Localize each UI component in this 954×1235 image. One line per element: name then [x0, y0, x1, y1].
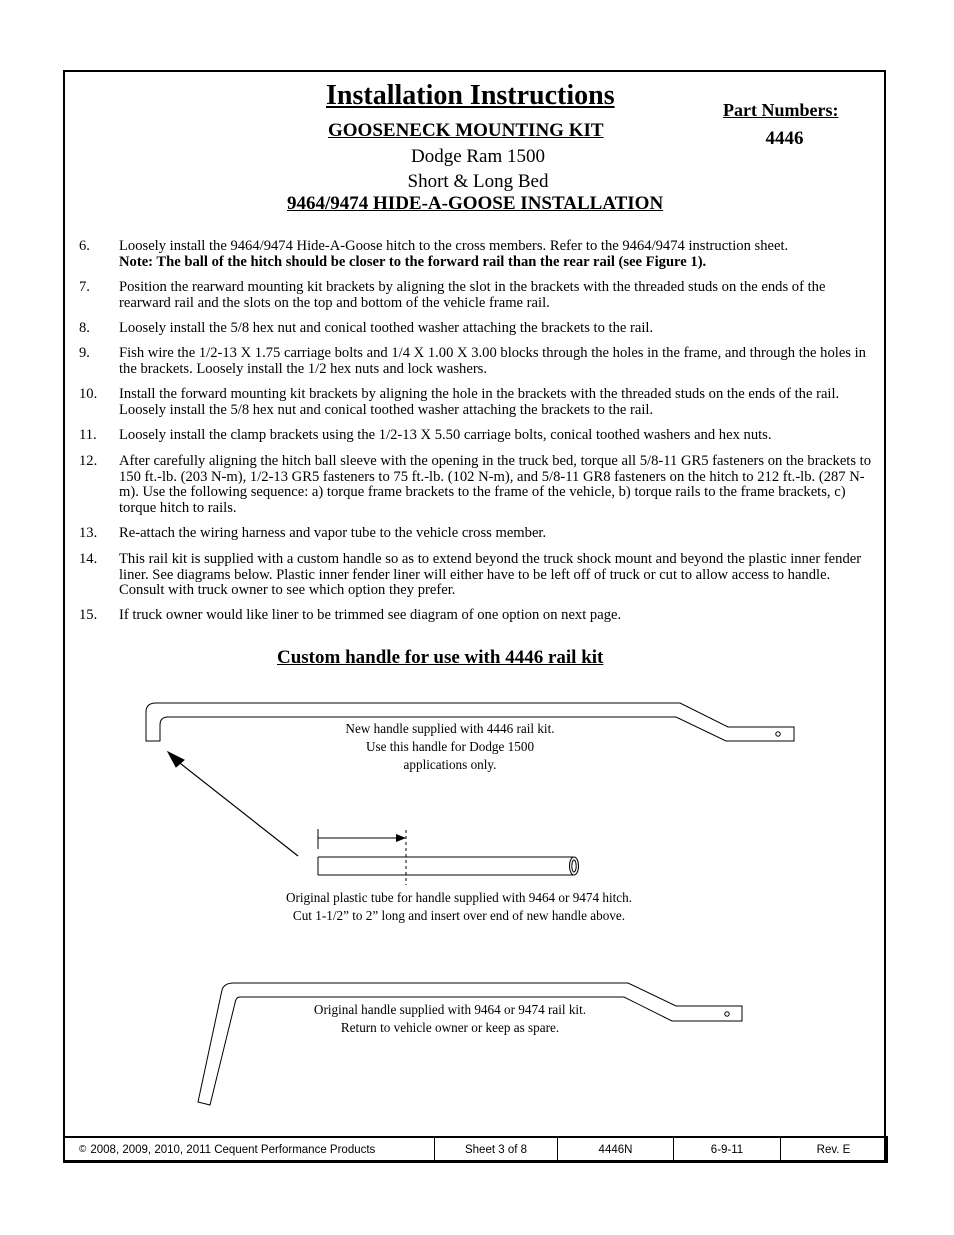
step-text: Re-attach the wiring harness and vapor tube to the vehicle cross member. [119, 525, 547, 541]
original-handle-caption [280, 1001, 620, 1037]
step-text: Fish wire the 1/2-13 X 1.75 carriage bolts and 1/4 X 1.00 X 3.00 blocks through the holes in the frame, and through the holes in the brackets. Loosely install the 1/2 hex nuts and lock washers. [119, 345, 866, 377]
kit-name: GOOSENECK MOUNTING KIT [328, 120, 604, 141]
step-text: Loosely install the clamp brackets using the 1/2-13 X 5.50 carriage bolts, conical toothed washers and hex nuts. [119, 427, 772, 443]
diagram-heading: Custom handle for use with 4446 rail kit [277, 647, 604, 668]
footer-bar [63, 1136, 888, 1163]
pointer-arrow [168, 752, 298, 856]
step-text: Install the forward mounting kit brackets by aligning the hole in the brackets with the threaded studs on the ends of the rail. Loosely install the 5/8 hex nut and conical toothed washer attaching the brackets to the rail. [119, 386, 840, 418]
cut-mark-arrowhead [396, 834, 406, 842]
footer-copyright [65, 1138, 435, 1161]
footer-date: 6-9-11 [674, 1138, 781, 1161]
caption-line: Original plastic tube for handle supplied with 9464 or 9474 hitch. [285, 890, 633, 905]
step-text: Loosely install the 5/8 hex nut and conical toothed washer attaching the brackets to the rail. [119, 320, 654, 336]
footer-sheet: Sheet 3 of 8 [435, 1138, 558, 1161]
copyright-icon: © [79, 1144, 87, 1155]
bed-type: Short & Long Bed [407, 171, 549, 192]
caption-line: New handle supplied with 4446 rail kit. [345, 721, 555, 736]
part-numbers-label: Part Numbers: [723, 100, 839, 120]
step-text: Loosely install the 9464/9474 Hide-A-Goose hitch to the cross members. Refer to the 9464/9474 instruction sheet. [119, 238, 789, 254]
step-number: 9. [79, 345, 90, 361]
new-handle-caption [320, 720, 580, 774]
tube-caption [244, 889, 674, 925]
page-title: Installation Instructions [326, 80, 615, 111]
step-number: 14. [79, 551, 98, 567]
step-number: 7. [79, 279, 90, 295]
step-number: 15. [79, 607, 98, 623]
caption-line: Cut 1-1/2” to 2” long and insert over end of new handle above. [292, 908, 626, 923]
part-number: 4446 [765, 128, 804, 149]
step-note: Note: The ball of the hitch should be closer to the forward rail than the rear rail (see Figure 1). [119, 253, 707, 270]
step-number: 11. [79, 427, 97, 443]
step-text: After carefully aligning the hitch ball sleeve with the opening in the truck bed, torque all 5/8-11 GR5 fasteners on the brackets to 150 ft.-lb. (203 N-m), 1/2-13 GR5 fasteners to 75 ft.-lb. (102 N-m), and 5/8-11 GR8 fasteners on the hitch to 212 ft.-lb. (287 N-m). Use the following sequence: a) torque frame brackets to the frame of the vehicle, b) torque rails to the frame brackets, c) torque hitch to rails. [119, 453, 872, 516]
step-text: This rail kit is supplied with a custom handle so as to extend beyond the truck shock mount and beyond the plastic inner fender liner. See diagrams below. Plastic inner fender liner will either have to be left off of truck or cut to allow access to handle. Consult with truck owner to see which option they prefer. [119, 551, 862, 598]
step-number: 6. [79, 238, 90, 254]
vehicle-name: Dodge Ram 1500 [410, 146, 546, 167]
caption-line: Return to vehicle owner or keep as spare. [340, 1020, 560, 1035]
caption-line: Original handle supplied with 9464 or 9474 rail kit. [313, 1002, 587, 1017]
step-text: Position the rearward mounting kit brackets by aligning the slot in the brackets with the threaded studs on the ends of the rearward rail and the slots on the top and bottom of the vehicle frame rail. [119, 279, 826, 311]
caption-line: Use this handle for Dodge 1500 [365, 739, 535, 754]
footer-doc-number: 4446N [558, 1138, 674, 1161]
step-number: 10. [79, 386, 98, 402]
copyright-text: 2008, 2009, 2010, 2011 Cequent Performance Products [90, 1143, 376, 1156]
caption-line: applications only. [403, 757, 497, 772]
step-number: 13. [79, 525, 98, 541]
step-number: 12. [79, 453, 98, 469]
step-number: 8. [79, 320, 90, 336]
plastic-tube-drawing [318, 829, 579, 885]
step-text: If truck owner would like liner to be trimmed see diagram of one option on next page. [119, 607, 622, 623]
section-subtitle: 9464/9474 HIDE-A-GOOSE INSTALLATION [287, 193, 664, 214]
footer-revision: Rev. E [816, 1143, 851, 1156]
